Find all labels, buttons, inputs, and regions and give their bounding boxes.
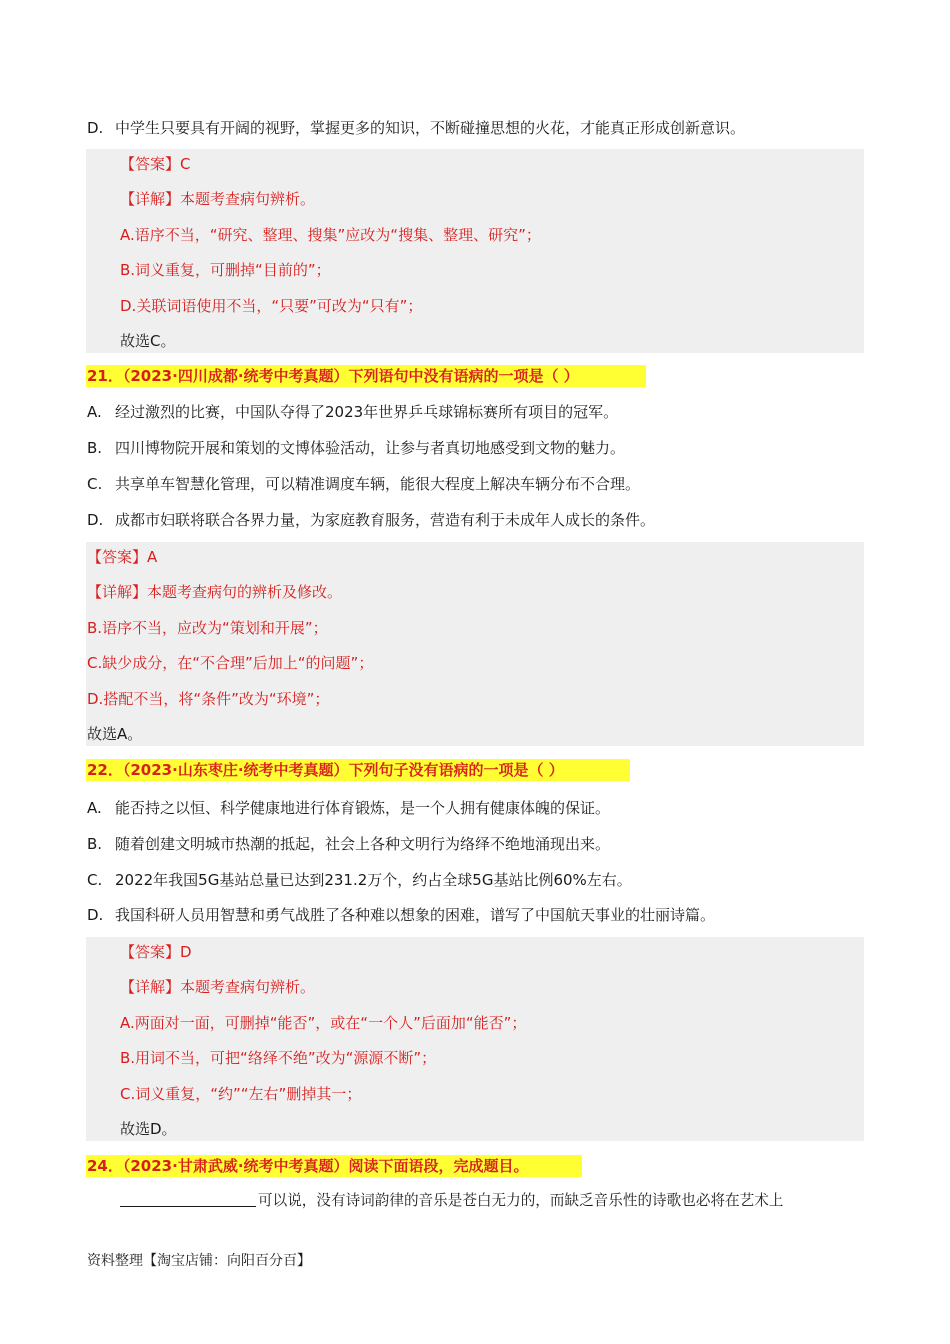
q21-title: 21．（2023·四川成都·统考中考真题）下列语句中没有语病的一项是（ ） <box>87 367 579 385</box>
q24-passage: 可以说，没有诗词韵律的音乐是苍白无力的，而缺乏音乐性的诗歌也必将在艺术上 <box>258 1192 784 1209</box>
q21-answer: 【答案】A <box>87 548 158 566</box>
option-letter: C. <box>87 871 103 889</box>
option-letter: D. <box>87 906 104 924</box>
q21-option-d <box>87 509 655 531</box>
q22-option-d <box>87 904 715 926</box>
q20-answer: 【答案】C <box>120 155 191 173</box>
q20-explain: 【详解】本题考查病句辨析。 <box>120 190 316 208</box>
q21-conclusion: 故选A。 <box>87 725 143 743</box>
option-letter: D. <box>87 119 104 137</box>
option-text: 成都市妇联将联合各界力量，为家庭教育服务，营造有利于未成年人成长的条件。 <box>115 511 656 529</box>
q22-answer: 【答案】D <box>120 943 192 961</box>
option-letter: C. <box>87 475 103 493</box>
q21-note-b: B.语序不当，应改为“策划和开展”； <box>87 619 328 637</box>
q20-answer-box <box>86 149 864 353</box>
q20-conclusion: 故选C。 <box>120 332 176 350</box>
q20-note-b: B.词义重复，可删掉“目前的”； <box>120 261 331 279</box>
option-letter: B. <box>87 439 103 457</box>
q21-option-a <box>87 401 618 423</box>
q21-option-c <box>87 473 640 495</box>
option-text: 随着创建文明城市热潮的抵起，社会上各种文明行为络绎不绝地涌现出来。 <box>115 835 611 853</box>
q21-note-c: C.缺少成分，在“不合理”后加上“的问题”； <box>87 654 374 672</box>
option-text: 中学生只要具有开阔的视野，掌握更多的知识，不断碰撞思想的火花，才能真正形成创新意识。 <box>115 119 746 137</box>
option-text: 能否持之以恒、科学健康地进行体育锻炼，是一个人拥有健康体魄的保证。 <box>115 799 611 817</box>
q22-note-a: A.两面对一面，可删掉“能否”，或在“一个人”后面加“能否”； <box>120 1014 527 1032</box>
q22-answer-box <box>86 937 864 1141</box>
q22-conclusion: 故选D。 <box>120 1120 177 1138</box>
q20-option-d <box>87 117 745 139</box>
q22-note-c: C.词义重复，“约”“左右”删掉其一； <box>120 1085 362 1103</box>
q22-option-a <box>87 797 610 819</box>
option-text: 2022年我国5G基站总量已达到231.2万个，约占全球5G基站比例60%左右。 <box>115 871 632 889</box>
page-footer: 资料整理【淘宝店铺：向阳百分百】 <box>87 1253 311 1269</box>
q21-option-b <box>87 437 625 459</box>
q20-note-d: D.关联词语使用不当，“只要”可改为“只有”； <box>120 297 423 315</box>
q22-note-b: B.用词不当，可把“络绎不绝”改为“源源不断”； <box>120 1049 437 1067</box>
option-letter: A. <box>87 403 102 421</box>
q22-option-c <box>87 869 632 891</box>
option-text: 共享单车智慧化管理，可以精准调度车辆，能很大程度上解决车辆分布不合理。 <box>115 475 641 493</box>
option-text: 我国科研人员用智慧和勇气战胜了各种难以想象的困难，谱写了中国航天事业的壮丽诗篇。 <box>115 906 716 924</box>
q22-title: 22．（2023·山东枣庄·统考中考真题）下列句子没有语病的一项是（ ） <box>87 761 564 779</box>
option-letter: A. <box>87 799 102 817</box>
option-letter: B. <box>87 835 103 853</box>
option-text: 经过激烈的比赛，中国队夺得了2023年世界乒乓球锦标赛所有项目的冠军。 <box>115 403 619 421</box>
q21-answer-box <box>86 542 864 746</box>
q21-explain: 【详解】本题考查病句的辨析及修改。 <box>87 583 343 601</box>
q22-explain: 【详解】本题考查病句辨析。 <box>120 978 316 996</box>
q21-note-d: D.搭配不当，将“条件”改为“环境”； <box>87 690 330 708</box>
option-text: 四川博物院开展和策划的文博体验活动，让参与者真切地感受到文物的魅力。 <box>115 439 626 457</box>
q24-passage-line <box>120 1190 783 1212</box>
option-letter: D. <box>87 511 104 529</box>
fill-in-blank[interactable] <box>120 1190 256 1207</box>
q20-note-a: A.语序不当，“研究、整理、搜集”应改为“搜集、整理、研究”； <box>120 226 541 244</box>
q22-option-b <box>87 833 610 855</box>
q24-title: 24．（2023·甘肃武威·统考中考真题）阅读下面语段，完成题目。 <box>87 1157 529 1175</box>
